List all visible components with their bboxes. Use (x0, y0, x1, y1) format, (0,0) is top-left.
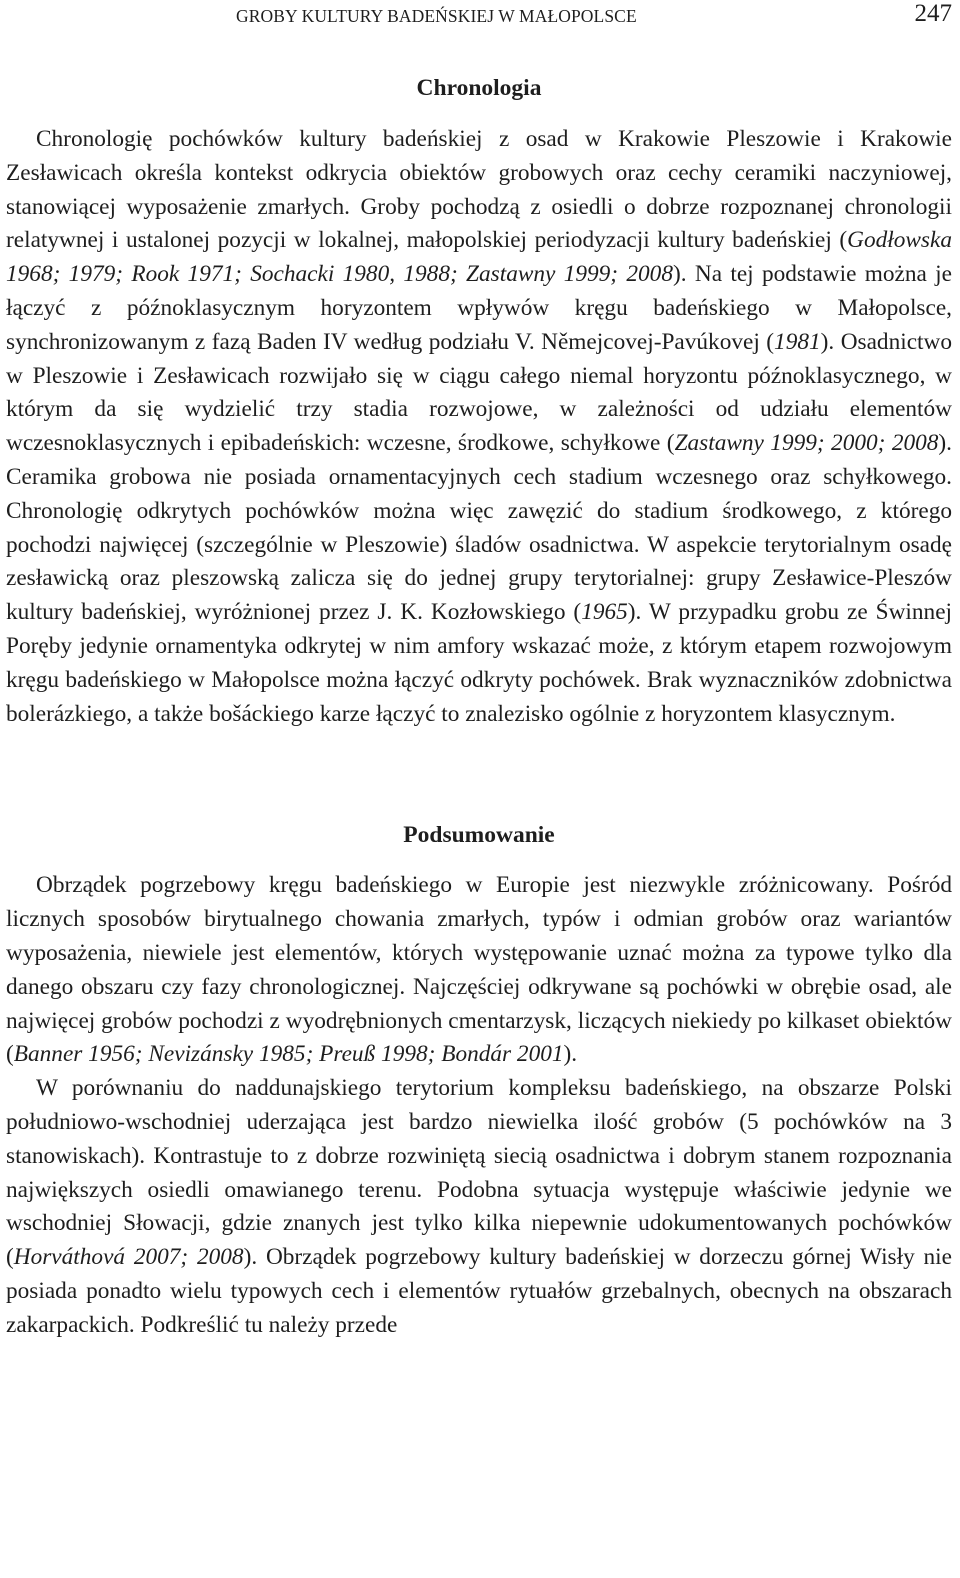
body-text: Obrządek pogrzebowy kręgu badeńskiego w Europie jest niezwykle zróżnicowany. Pośród licznych sposobów birytualnego chowania zmarłych, typów i odmian grobów oraz wariantów wyposażenia, niewiele jest elementów, których występowanie uznać można za typowe tylko dla danego obszaru czy fazy chronologicznej. Najczęściej odkrywane są pochówki w obrębie osad, ale najwięcej grobów pochodzi z wyodrębnionych cmentarzysk, liczących niekiedy po kilkaset obiektów ( (6, 872, 952, 1068)
running-title: GROBY KULTURY BADEŃSKIEJ W MAŁOPOLSCE (236, 6, 637, 26)
citation-text: Godłowska 1968; 1979; Rook 1971; Sochacki 1980, 1988; Zastawny 1999; 2008 (6, 227, 952, 288)
paragraph-summary-2 (6, 1072, 952, 1342)
citation-text: 1981 (774, 328, 821, 355)
document-page (6, 0, 952, 1343)
running-header (6, 0, 952, 36)
body-text: ). Osadnictwo w Pleszowie i Zesławicach rozwijało się w ciągu całego niemal horyzontu późnoklasycznego, w którym da się wydzielić trzy stadia rozwojowe, w zależności od udziału elementów wczesnoklasycznych i epibadeńskich: wczesne, środkowe, schyłkowe ( (6, 328, 952, 457)
citation-text: Zastawny 1999; 2000; 2008 (674, 430, 939, 457)
section-heading-podsumowanie: Podsumowanie (403, 822, 555, 849)
page-number: 247 (914, 0, 952, 27)
citation-text: Banner 1956; Nevizánsky 1985; Preuß 1998; Bondár 2001 (13, 1041, 564, 1068)
body-text: ). W przypadku grobu ze Świnnej Poręby jedynie ornamentyka odkrytej w nim amfory wskazać może, z którym etapem rozwojowym kręgu badeńskiego w Małopolsce można łączyć odkryty pochówek. Brak wyznaczników zdobnictwa bolerázkiego, a także bošáckiego karze łączyć to znalezisko ogólnie z horyzontem klasycznym. (6, 599, 953, 727)
body-text: ). Ceramika grobowa nie posiada ornamentacyjnych cech stadium wczesnego oraz schyłkowego. Chronologię odkrytych pochówków można więc zawęzić do stadium środkowego, z którego pochodzi najwięcej (szczególnie w Pleszowie) śladów osadnictwa. W aspekcie terytorialnym osadę zesławicką oraz pleszowską zalicza się do jednej grupy terytorialnej: grupy Zesławice-Pleszów kultury badeńskiej, wyróżnionej przez J. K. Kozłowskiego ( (6, 430, 953, 626)
body-text: ). Na tej podstawie można je łączyć z późnoklasycznym horyzontem wpływów kręgu badeńskiego w Małopolsce, synchronizowanym z fazą Baden IV według podziału V. Němejcovej-Pavúkovej ( (6, 261, 952, 355)
body-text: W porównaniu do naddunajskiego terytorium kompleksu badeńskiego, na obszarze Polski południowo-wschodniej uderzająca jest bardzo niewielka ilość grobów (5 pochówków na 3 stanowiskach). Kontrastuje to z dobrze rozwiniętą siecią osadnictwa i dobrym stanem rozpoznania największych osiedli omawianego terenu. Podobna sytuacja występuje właściwie jedynie we wschodniej Słowacji, gdzie znanych jest tylko kilka niepewnie udokumentowanych pochówków ( (6, 1075, 952, 1271)
body-text: ). (563, 1041, 578, 1068)
body-text: ). Obrządek pogrzebowy kultury badeńskiej w dorzeczu górnej Wisły nie posiada ponadto wielu typowych cech i elementów rytuałów grzebalnych, obecnych na obszarach zakarpackich. Podkreślić tu należy przede (6, 1244, 952, 1338)
section-heading-chronologia: Chronologia (416, 75, 542, 101)
citation-text: Horváthová 2007; 2008 (13, 1244, 244, 1271)
paragraph-summary-1 (6, 869, 952, 1072)
citation-text: 1965 (581, 599, 628, 626)
body-text: Chronologię pochówków kultury badeńskiej z osad w Krakowie Pleszowie i Krakowie Zesławicach określa kontekst odkrycia obiektów grobowych oraz cechy ceramiki naczyniowej, stanowiącej wyposażenie zmarłych. Groby pochodzą z osiedli o dobrze rozpoznanej chronologii relatywnej i ustalonej pozycji w lokalnej, małopolskiej periodyzacji kultury badeńskiej ( (6, 126, 952, 254)
paragraph-chronologia (6, 123, 952, 731)
